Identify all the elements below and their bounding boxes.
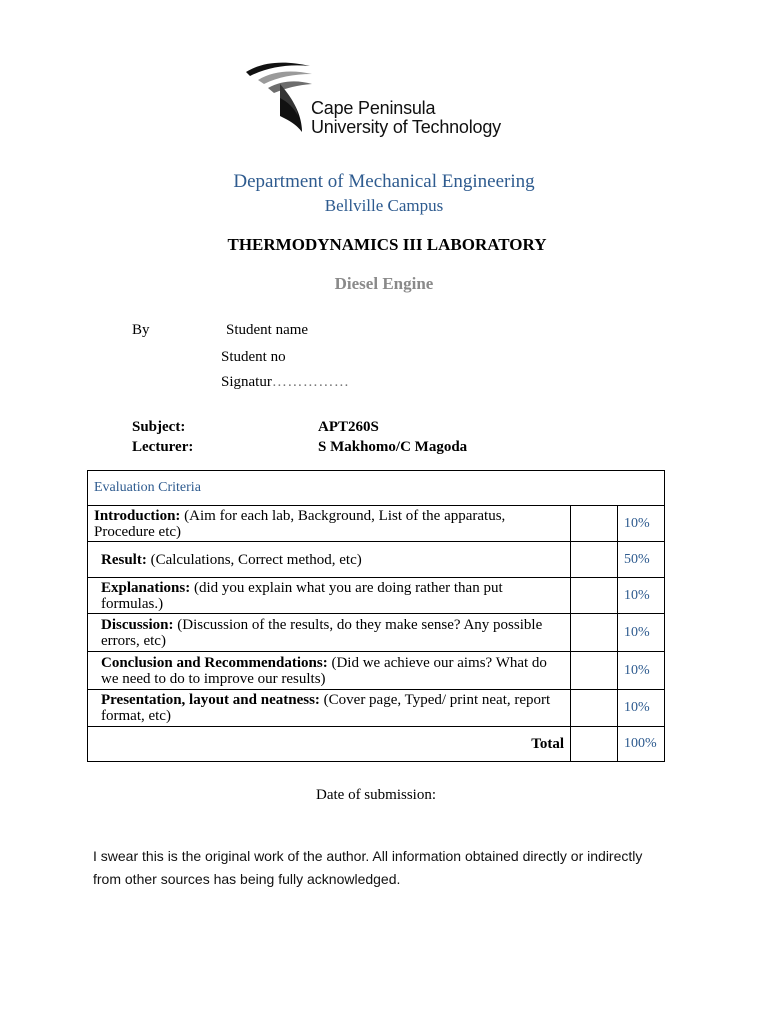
lecturer-value: S Makhomo/C Magoda bbox=[318, 439, 468, 455]
criterion-description: (Discussion of the results, do they make sense? Any possible errors, etc) bbox=[101, 616, 543, 649]
subject-value: APT260S bbox=[318, 419, 379, 435]
score-cell bbox=[571, 614, 618, 652]
score-cell bbox=[571, 727, 618, 762]
evaluation-header: Evaluation Criteria bbox=[88, 471, 665, 506]
total-row bbox=[88, 727, 665, 762]
criterion-description: (Aim for each lab, Background, List of the apparatus, Procedure etc) bbox=[94, 507, 506, 540]
criterion-description: (Cover page, Typed/ print neat, report format, etc) bbox=[101, 692, 551, 724]
score-cell bbox=[571, 578, 618, 614]
weight-cell: 10% bbox=[618, 652, 665, 690]
weight-cell: 10% bbox=[618, 506, 665, 542]
criterion-title: Discussion: bbox=[101, 616, 174, 633]
table-row bbox=[88, 690, 665, 727]
criterion-title: Introduction: bbox=[94, 507, 181, 524]
table-row bbox=[88, 614, 665, 652]
experiment-title: Diesel Engine bbox=[334, 274, 434, 293]
criterion-title: Conclusion and Recommendations: bbox=[101, 654, 328, 671]
criterion-description: (did you explain what you are doing rather than put formulas.) bbox=[101, 579, 503, 612]
signature-dots: …………… bbox=[271, 374, 350, 390]
total-label: Total bbox=[88, 727, 571, 762]
weight-cell: 10% bbox=[618, 578, 665, 614]
weight-cell: 10% bbox=[618, 690, 665, 727]
signature-line bbox=[221, 374, 349, 391]
lecturer-label: Lecturer: bbox=[132, 439, 194, 455]
evaluation-header-row bbox=[88, 471, 665, 506]
score-cell bbox=[571, 542, 618, 578]
by-label: By bbox=[132, 322, 150, 338]
date-of-submission-label: Date of submission: bbox=[316, 787, 436, 803]
signature-label: Signatur bbox=[221, 374, 272, 390]
subject-label: Subject: bbox=[132, 419, 186, 435]
table-row bbox=[88, 578, 665, 614]
score-cell bbox=[571, 506, 618, 542]
criterion-cell bbox=[88, 690, 571, 727]
table-row bbox=[88, 506, 665, 542]
criterion-cell bbox=[88, 578, 571, 614]
university-logo bbox=[244, 58, 514, 140]
logo-line-2: University of Technology bbox=[311, 117, 501, 137]
table-row bbox=[88, 652, 665, 690]
logo-line-1: Cape Peninsula bbox=[311, 98, 436, 118]
weight-cell: 50% bbox=[618, 542, 665, 578]
criterion-description: (Calculations, Correct method, etc) bbox=[146, 551, 362, 568]
total-value: 100% bbox=[618, 727, 665, 762]
criterion-description: (Did we achieve our aims? What do we need to do to improve our results) bbox=[101, 654, 547, 687]
evaluation-table bbox=[87, 470, 665, 762]
score-cell bbox=[571, 652, 618, 690]
criterion-title: Result: bbox=[101, 551, 147, 568]
student-number-label: Student no bbox=[221, 349, 286, 365]
course-title: THERMODYNAMICS III LABORATORY bbox=[227, 235, 547, 254]
university-crest-icon bbox=[244, 58, 314, 140]
student-name-label: Student name bbox=[226, 322, 309, 338]
weight-cell: 10% bbox=[618, 614, 665, 652]
score-cell bbox=[571, 690, 618, 727]
criterion-cell bbox=[88, 506, 571, 542]
criterion-cell bbox=[88, 614, 571, 652]
criterion-cell bbox=[88, 652, 571, 690]
table-row bbox=[88, 542, 665, 578]
criterion-cell bbox=[88, 542, 571, 578]
department-title: Department of Mechanical Engineering bbox=[233, 171, 535, 192]
criterion-title: Presentation, layout and neatness: bbox=[101, 692, 320, 708]
campus-name: Bellville Campus bbox=[324, 196, 444, 215]
criterion-title: Explanations: bbox=[101, 579, 191, 596]
declaration-text: I swear this is the original work of the author. All information obtained directly or indirectly from other sources has being fully acknowledged. bbox=[93, 848, 643, 887]
